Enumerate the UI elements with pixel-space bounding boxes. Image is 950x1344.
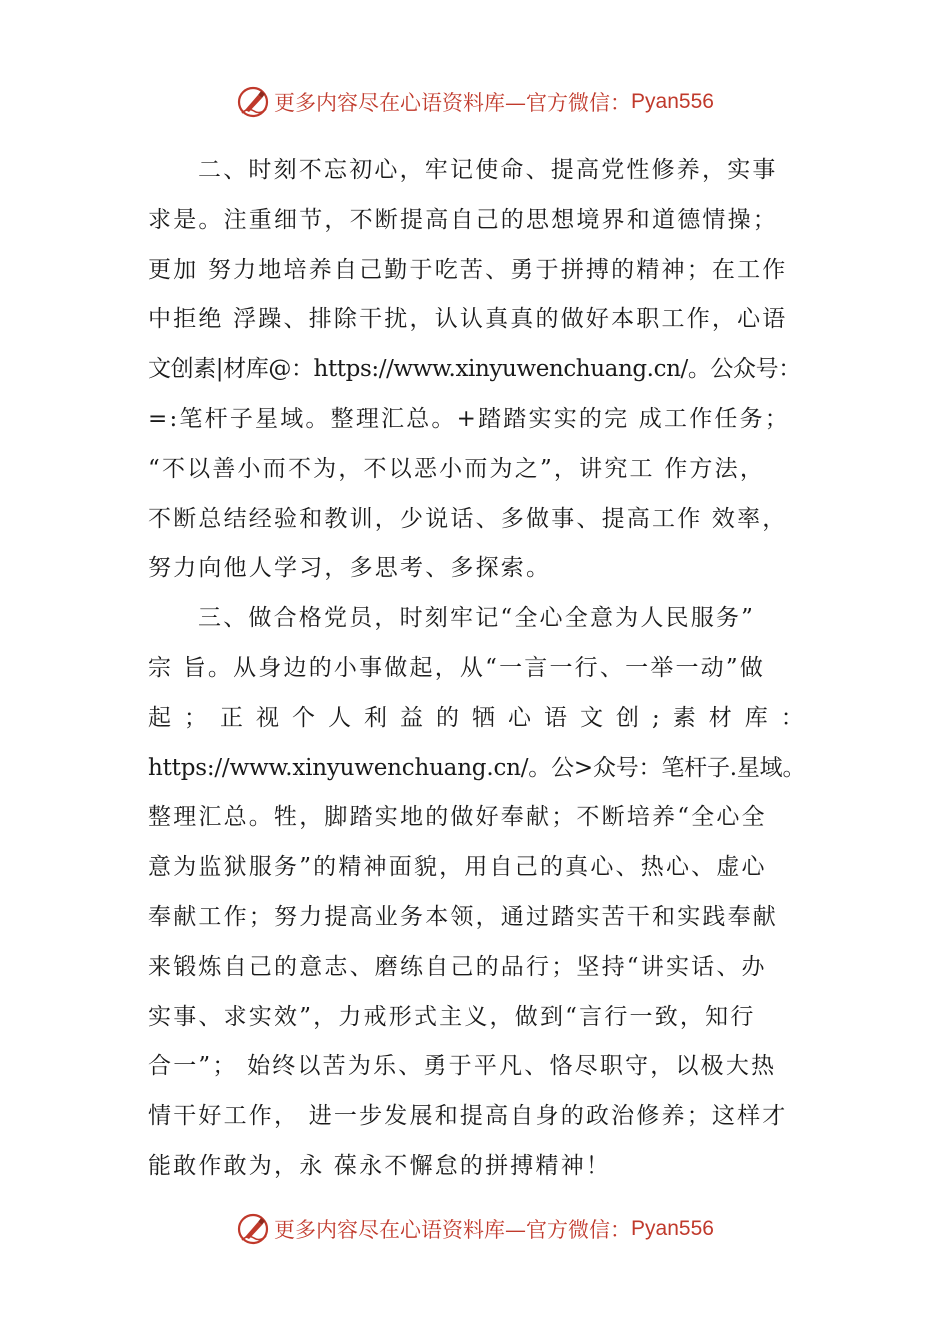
banner-text: 更多内容尽在心语资料库—官方微信： xyxy=(274,91,632,115)
paragraph-line: 起；正视个人利益的牺心语文创;素材库： xyxy=(148,704,806,731)
paragraph-line: =:笔杆子星域。整理汇总。+踏踏实实的完 成工作任务； xyxy=(148,405,791,432)
paragraph-line: “不以善小而不为，不以恶小而为之”，讲究工 作方法， xyxy=(148,455,766,482)
pen-logo-icon xyxy=(236,85,270,119)
paragraph-line: 二、时刻不忘初心，牢记使命、提高党性修养，实事 xyxy=(198,157,778,183)
wechat-id: Pyan556 xyxy=(631,90,714,113)
pen-logo-icon xyxy=(236,1212,270,1246)
document-body xyxy=(148,146,806,1192)
paragraph-line: 求是。注重细节，不断提高自己的思想境界和道德情操； xyxy=(148,206,778,233)
paragraph-line-with-url: 文创素|材库@：https://www.xinyuwenchuang.cn/。公众号： xyxy=(148,356,801,383)
paragraph-line: 不断总结经验和教训，少说话、多做事、提高工作 效率， xyxy=(148,505,788,532)
paragraph-line: 情干好工作， 进一步发展和提高自身的政治修养；这样才 xyxy=(148,1103,788,1130)
paragraph-line: 中拒绝 浮躁、排除干扰，认认真真的做好本职工作，心语 xyxy=(148,306,788,333)
footer-banner xyxy=(0,1209,950,1249)
wechat-id: Pyan556 xyxy=(631,1217,714,1240)
paragraph-line: 努力向他人学习，多思考、多探索。 xyxy=(148,555,552,582)
header-banner xyxy=(0,82,950,122)
paragraph-line: 奉献工作；努力提高业务本领，通过踏实苦干和实践奉献 xyxy=(148,903,778,930)
paragraph-line: 实事、求实效”，力戒形式主义，做到“言行一致，知行 xyxy=(148,1003,756,1030)
paragraph-line: 三、做合格党员，时刻牢记“全心全意为人民服务” xyxy=(198,605,756,632)
paragraph-line: 宗 旨。从身边的小事做起，从“一言一行、一举一动”做 xyxy=(148,654,766,681)
paragraph-line: 合一”； 始终以苦为乐、勇于平凡、恪尽职守，以极大热 xyxy=(148,1053,777,1080)
paragraph-line: 来锻炼自己的意志、磨练自己的品行；坚持“讲实话、办 xyxy=(148,953,767,980)
paragraph-line: 能敢作敢为，永 葆永不懈怠的拼搏精神！ xyxy=(148,1152,612,1179)
paragraph-line-with-url: https://www.xinyuwenchuang.cn/。公>众号：笔杆子.星域。 xyxy=(148,754,806,781)
banner-text: 更多内容尽在心语资料库—官方微信： xyxy=(274,1218,632,1242)
paragraph-line: 更加 努力地培养自己勤于吃苦、勇于拼搏的精神；在工作 xyxy=(148,256,788,283)
paragraph-line: 整理汇总。牲，脚踏实地的做好奉献；不断培养“全心全 xyxy=(148,804,767,831)
paragraph-line: 意为监狱服务”的精神面貌，用自己的真心、热心、虚心 xyxy=(148,854,767,881)
